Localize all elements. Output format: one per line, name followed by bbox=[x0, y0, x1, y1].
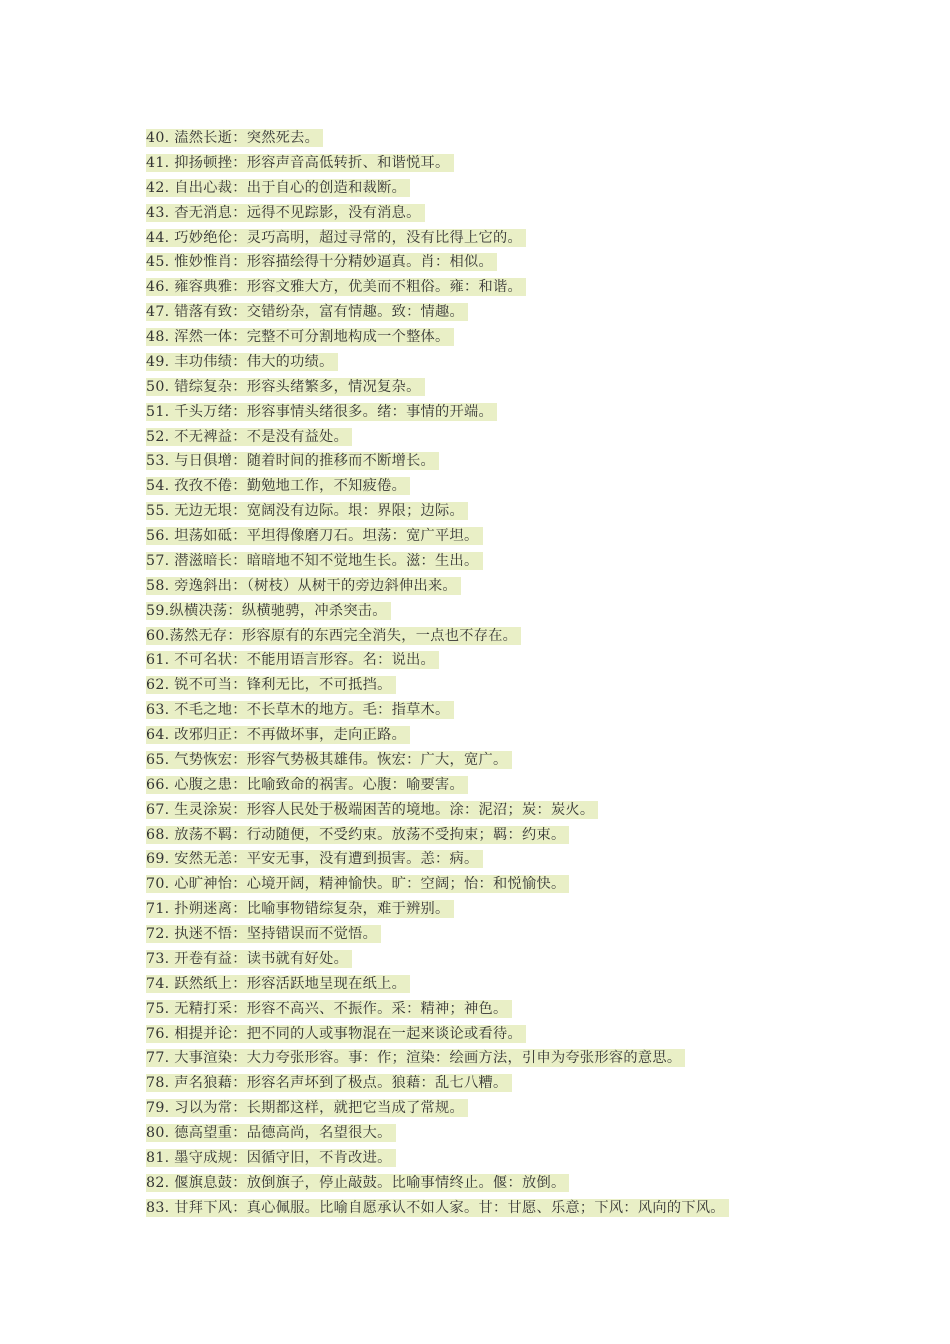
list-item bbox=[146, 573, 729, 598]
list-item bbox=[146, 747, 729, 772]
list-item bbox=[146, 349, 729, 374]
idiom-entry: 83. 甘拜下风：真心佩服。比喻自愿承认不如人家。甘：甘愿、乐意；下风：风向的下风。 bbox=[146, 1199, 729, 1217]
list-item bbox=[146, 896, 729, 921]
idiom-entry: 74. 跃然纸上：形容活跃地呈现在纸上。 bbox=[146, 975, 410, 993]
list-item bbox=[146, 473, 729, 498]
idiom-entry: 78. 声名狼藉：形容名声坏到了极点。狼藉：乱七八糟。 bbox=[146, 1074, 512, 1092]
idiom-entry: 52. 不无裨益：不是没有益处。 bbox=[146, 428, 352, 446]
list-item bbox=[146, 1170, 729, 1195]
list-item bbox=[146, 448, 729, 473]
list-item bbox=[146, 946, 729, 971]
idiom-entry: 46. 雍容典雅：形容文雅大方，优美而不粗俗。雍：和谐。 bbox=[146, 278, 526, 296]
idiom-entry: 51. 千头万绪：形容事情头绪很多。绪：事情的开端。 bbox=[146, 403, 497, 421]
idiom-entry: 53. 与日俱增：随着时间的推移而不断增长。 bbox=[146, 452, 439, 470]
list-item bbox=[146, 150, 729, 175]
list-item bbox=[146, 299, 729, 324]
idiom-entry: 58. 旁逸斜出：（树枝）从树干的旁边斜伸出来。 bbox=[146, 577, 461, 595]
list-item bbox=[146, 225, 729, 250]
idiom-entry: 66. 心腹之患：比喻致命的祸害。心腹：喻要害。 bbox=[146, 776, 468, 794]
idiom-entry: 69. 安然无恙：平安无事，没有遭到损害。恙：病。 bbox=[146, 850, 483, 868]
list-item bbox=[146, 1021, 729, 1046]
idiom-entry: 41. 抑扬顿挫：形容声音高低转折、和谐悦耳。 bbox=[146, 154, 454, 172]
idiom-entry: 75. 无精打采：形容不高兴、不振作。采：精神；神色。 bbox=[146, 1000, 512, 1018]
list-item bbox=[146, 424, 729, 449]
idiom-entry: 63. 不毛之地：不长草木的地方。毛：指草木。 bbox=[146, 701, 454, 719]
idiom-entry: 60.荡然无存：形容原有的东西完全消失，一点也不存在。 bbox=[146, 627, 521, 645]
idiom-entry: 50. 错综复杂：形容头绪繁多，情况复杂。 bbox=[146, 378, 425, 396]
list-item bbox=[146, 772, 729, 797]
list-item bbox=[146, 697, 729, 722]
idiom-entry: 79. 习以为常：长期都这样，就把它当成了常规。 bbox=[146, 1099, 468, 1117]
idiom-entry: 44. 巧妙绝伦：灵巧高明，超过寻常的，没有比得上它的。 bbox=[146, 229, 526, 247]
idiom-entry: 55. 无边无垠：宽阔没有边际。垠：界限；边际。 bbox=[146, 502, 468, 520]
list-item bbox=[146, 523, 729, 548]
idiom-entry: 72. 执迷不悟：坚持错误而不觉悟。 bbox=[146, 925, 381, 943]
idiom-entry: 68. 放荡不羁：行动随便，不受约束。放荡不受拘束；羁：约束。 bbox=[146, 826, 569, 844]
idiom-entry: 65. 气势恢宏：形容气势极其雄伟。恢宏：广大，宽广。 bbox=[146, 751, 512, 769]
idiom-entry: 42. 自出心裁：出于自心的创造和裁断。 bbox=[146, 179, 410, 197]
list-item bbox=[146, 1070, 729, 1095]
list-item bbox=[146, 498, 729, 523]
idiom-entry: 48. 浑然一体：完整不可分割地构成一个整体。 bbox=[146, 328, 454, 346]
list-item bbox=[146, 921, 729, 946]
list-item bbox=[146, 200, 729, 225]
list-item bbox=[146, 672, 729, 697]
idiom-entry: 82. 偃旗息鼓：放倒旗子，停止敲鼓。比喻事情终止。偃：放倒。 bbox=[146, 1174, 569, 1192]
idiom-entry: 56. 坦荡如砥：平坦得像磨刀石。坦荡：宽广平坦。 bbox=[146, 527, 483, 545]
list-item bbox=[146, 324, 729, 349]
idiom-entry: 80. 德高望重：品德高尚，名望很大。 bbox=[146, 1124, 396, 1142]
list-item bbox=[146, 722, 729, 747]
idiom-entry: 47. 错落有致：交错纷杂，富有情趣。致：情趣。 bbox=[146, 303, 468, 321]
idiom-list bbox=[146, 125, 729, 1220]
list-item bbox=[146, 1195, 729, 1220]
idiom-entry: 61. 不可名状：不能用语言形容。名：说出。 bbox=[146, 651, 439, 669]
idiom-entry: 40. 溘然长逝：突然死去。 bbox=[146, 129, 323, 147]
list-item bbox=[146, 249, 729, 274]
idiom-entry: 62. 锐不可当：锋利无比，不可抵挡。 bbox=[146, 676, 396, 694]
idiom-entry: 73. 开卷有益：读书就有好处。 bbox=[146, 950, 352, 968]
idiom-entry: 81. 墨守成规：因循守旧，不肯改进。 bbox=[146, 1149, 396, 1167]
list-item bbox=[146, 1120, 729, 1145]
idiom-entry: 43. 杳无消息：远得不见踪影，没有消息。 bbox=[146, 204, 425, 222]
idiom-entry: 71. 扑朔迷离：比喻事物错综复杂，难于辨别。 bbox=[146, 900, 454, 918]
idiom-entry: 59.纵横决荡：纵横驰骋，冲杀突击。 bbox=[146, 602, 391, 620]
idiom-entry: 67. 生灵涂炭：形容人民处于极端困苦的境地。涂：泥沼；炭：炭火。 bbox=[146, 801, 598, 819]
list-item bbox=[146, 374, 729, 399]
idiom-entry: 64. 改邪归正：不再做坏事，走向正路。 bbox=[146, 726, 410, 744]
list-item bbox=[146, 996, 729, 1021]
list-item bbox=[146, 623, 729, 648]
list-item bbox=[146, 1145, 729, 1170]
list-item bbox=[146, 598, 729, 623]
list-item bbox=[146, 548, 729, 573]
list-item bbox=[146, 797, 729, 822]
list-item bbox=[146, 822, 729, 847]
list-item bbox=[146, 399, 729, 424]
list-item bbox=[146, 175, 729, 200]
list-item bbox=[146, 647, 729, 672]
idiom-entry: 76. 相提并论：把不同的人或事物混在一起来谈论或看待。 bbox=[146, 1025, 526, 1043]
list-item bbox=[146, 125, 729, 150]
idiom-entry: 70. 心旷神怡：心境开阔，精神愉快。旷：空阔；怡：和悦愉快。 bbox=[146, 875, 569, 893]
idiom-entry: 57. 潜滋暗长：暗暗地不知不觉地生长。滋：生出。 bbox=[146, 552, 483, 570]
list-item bbox=[146, 1095, 729, 1120]
list-item bbox=[146, 846, 729, 871]
list-item bbox=[146, 1045, 729, 1070]
idiom-entry: 77. 大事渲染：大力夸张形容。事：作；渲染：绘画方法，引申为夸张形容的意思。 bbox=[146, 1049, 685, 1067]
idiom-entry: 45. 惟妙惟肖：形容描绘得十分精妙逼真。肖：相似。 bbox=[146, 253, 497, 271]
list-item bbox=[146, 274, 729, 299]
list-item bbox=[146, 971, 729, 996]
idiom-entry: 54. 孜孜不倦：勤勉地工作，不知疲倦。 bbox=[146, 477, 410, 495]
idiom-entry: 49. 丰功伟绩：伟大的功绩。 bbox=[146, 353, 338, 371]
list-item bbox=[146, 871, 729, 896]
